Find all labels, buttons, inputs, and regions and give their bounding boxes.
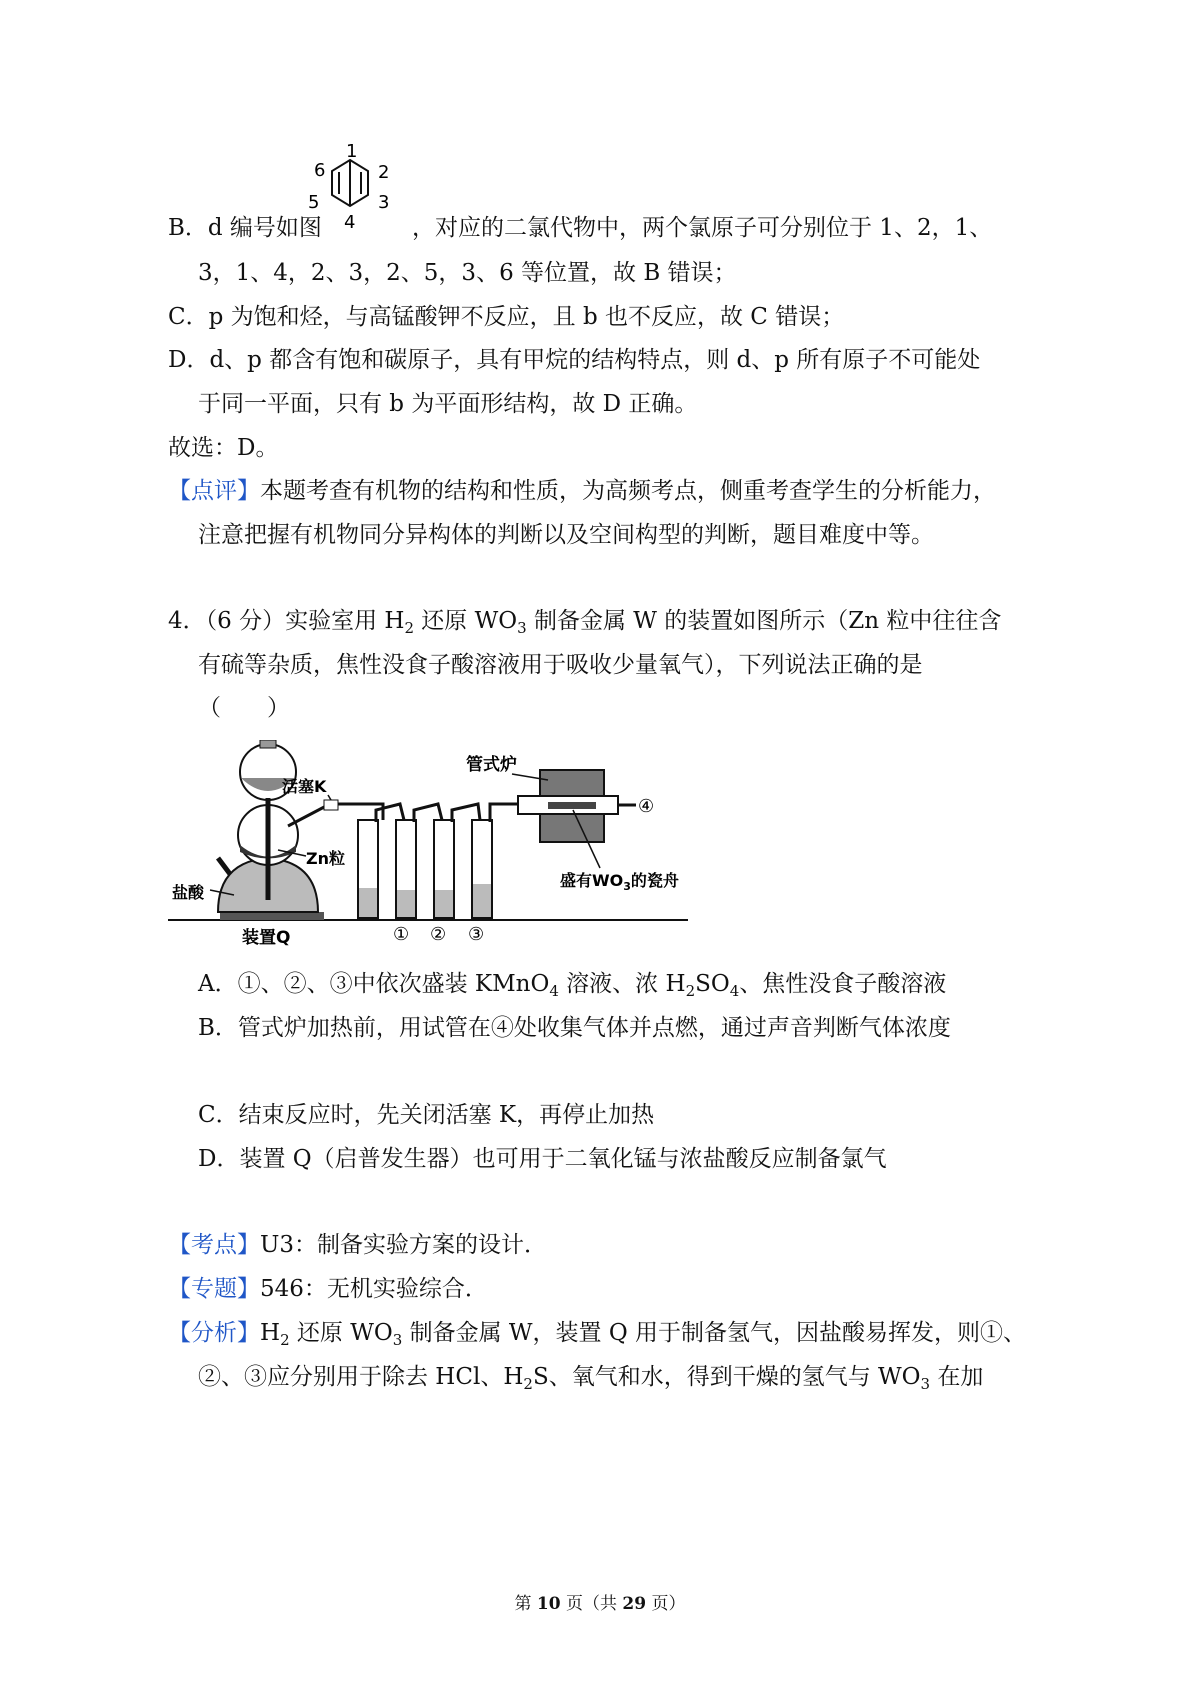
label-circle-3: ③: [468, 924, 485, 945]
benzene-num-4: 4: [344, 212, 356, 233]
comment-line-1: 【点评】本题考查有机物的结构和性质，为高频考点，侧重考查学生的分析能力，: [168, 478, 996, 504]
fenxi-line-1: 【分析】$H_2$ 还原 $WO_3$ 制备金属 W，装置 Q 用于制备氢气，因盐酸易挥发，则①、: [168, 1320, 1027, 1349]
label-zn: Zn粒: [306, 849, 345, 868]
question4-stem-line-1: 4．（6 分）实验室用 $H_2$ 还原 $WO_3$ 制备金属 W 的装置如图所示（Zn 粒中往往含: [168, 608, 1002, 637]
kipp-stand: [220, 912, 324, 920]
apparatus-figure: [168, 740, 698, 950]
label-circle-1: ①: [393, 924, 410, 945]
option-b-line-1-cont: ，对应的二氯代物中，两个氯原子可分别位于 1、2，1、: [412, 215, 993, 241]
wash-bottle-2: [396, 820, 416, 918]
question4-stem-line-3: （ ）: [198, 695, 290, 721]
label-tube-furnace: 管式炉: [466, 755, 517, 775]
comment-tag: 【点评】: [168, 478, 260, 504]
option-a: A．①、②、③中依次盛装 KMnO$_4$ 溶液、浓 $H_2SO_4$、焦性没食子酸溶液: [198, 971, 947, 1000]
wash-bottle-1: [358, 820, 378, 918]
option-d: D．装置 Q（启普发生器）也可用于二氧化锰与浓盐酸反应制备氯气: [198, 1146, 887, 1172]
page-total: 29: [622, 1594, 647, 1614]
label-circle-2: ②: [430, 924, 447, 945]
benzene-num-1: 1: [346, 141, 358, 162]
benzene-numbering-figure: [304, 138, 400, 238]
option-b: B．管式炉加热前，用试管在④处收集气体并点燃，通过声音判断气体浓度: [198, 1015, 951, 1041]
option-c: C．结束反应时，先关闭活塞 K，再停止加热: [198, 1102, 655, 1128]
valve-leader: [328, 795, 331, 800]
comment-line-2: 注意把握有机物同分异构体的判断以及空间构型的判断，题目难度中等。: [198, 522, 934, 548]
benzene-num-3: 3: [378, 192, 390, 213]
fenxi-line-2: ②、③应分别用于除去 HCl、$H_2S$、氧气和水，得到干燥的氢气与 $WO_3$ 在加: [198, 1364, 984, 1393]
ceramic-boat: [548, 802, 596, 809]
wash-bottle-4: [472, 820, 492, 918]
label-boat: 盛有$WO_3$的瓷舟: [560, 871, 679, 893]
page-number: 10: [536, 1594, 561, 1614]
kaodian-line: 【考点】U3：制备实验方案的设计．: [168, 1232, 548, 1258]
kaodian-tag: 【考点】: [168, 1232, 260, 1258]
option-b-line-1: B．d 编号如图: [168, 215, 322, 241]
question4-stem-line-2: 有硫等杂质，焦性没食子酸溶液用于吸收少量氧气），下列说法正确的是: [198, 652, 923, 678]
option-d-line-2: 于同一平面，只有 b 为平面形结构，故 D 正确。: [198, 391, 698, 417]
gas-tube-5: [490, 804, 518, 822]
zhuanti-line: 【专题】546：无机实验综合．: [168, 1276, 488, 1302]
fenxi-tag: 【分析】: [168, 1320, 260, 1346]
benzene-num-6: 6: [314, 160, 326, 181]
valve-k: [324, 800, 338, 810]
option-d-line-1: D．d、p 都含有饱和碳原子，具有甲烷的结构特点，则 d、p 所有原子不可能处: [168, 347, 981, 373]
zhuanti-tag: 【专题】: [168, 1276, 260, 1302]
label-circle-4: ④: [638, 796, 655, 817]
benzene-num-2: 2: [378, 162, 390, 183]
valve-tube: [288, 805, 328, 826]
benzene-num-5: 5: [308, 192, 320, 213]
label-valve-k: 活塞K: [282, 777, 327, 796]
wash-bottle-3: [434, 820, 454, 918]
page-footer: 第 10 页（共 29 页）: [514, 1594, 686, 1614]
option-c-line: C．p 为饱和烃，与高锰酸钾不反应，且 b 也不反应，故 C 错误；: [168, 304, 845, 330]
kipp-stopper: [260, 740, 276, 748]
label-hcl: 盐酸: [172, 883, 205, 902]
answer-line: 故选：D。: [168, 435, 279, 461]
label-device-q: 装置Q: [242, 928, 291, 948]
option-b-line-2: 3，1、4，2、3，2、5，3、6 等位置，故 B 错误；: [198, 260, 737, 286]
kipp-side-outlet: [218, 858, 230, 874]
